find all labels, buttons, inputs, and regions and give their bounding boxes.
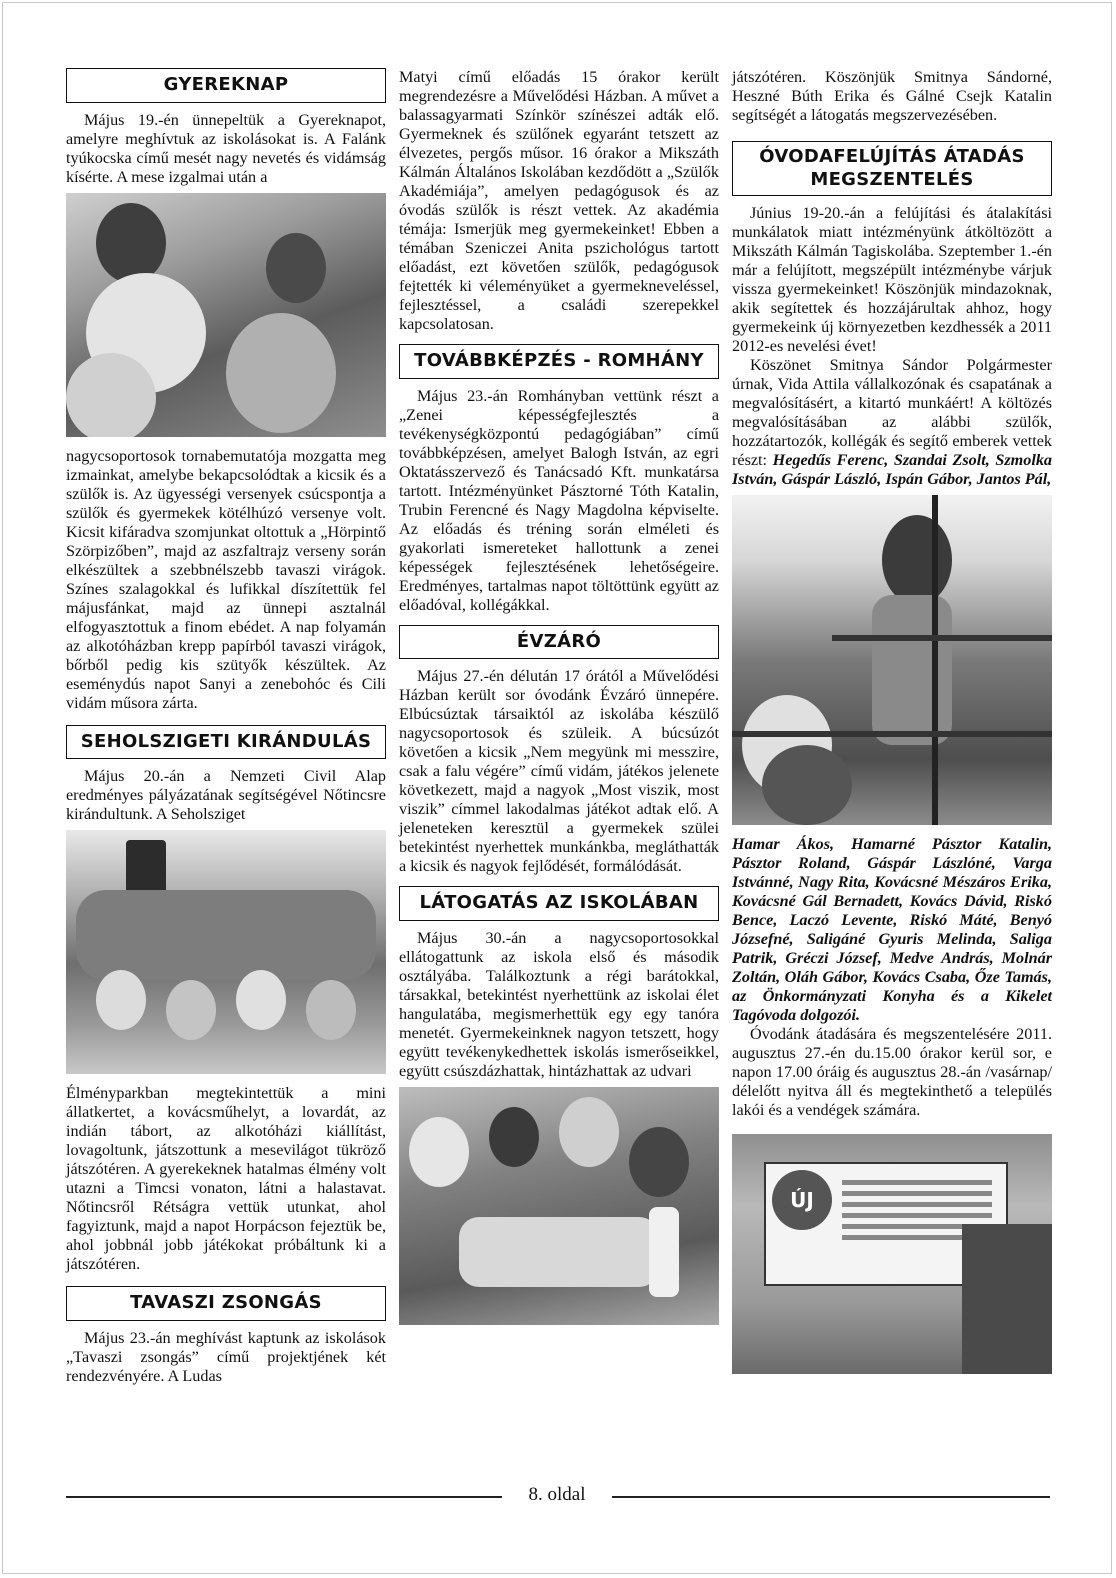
footer-rule-right bbox=[612, 1496, 1050, 1498]
ovoda-names-2: Hamar Ákos, Hamarné Pásztor Katalin, Pásztor Roland, Gáspár Lászlóné, Varga Istvánné, Nagy Rita, Kovácsné Mészáros Erika, Kovácsné Gál Bernadett, Kovács Dávid, Riskó Bence, Laczó Levente, Riskó Máté, Benyó Józsefné, Saligáné Gyuris Melinda, Saliga Patrik, Gréczi József, Medve András, Molnár Zoltán, Oláh Gábor, Kovács Csaba, Őze Tamás, az Önkormányzati Konyha és a Kikelet Tagóvoda dolgozói. bbox=[732, 835, 1052, 1024]
column-3 bbox=[732, 68, 1052, 1384]
ovoda-paragraph-2-text: Köszönet Smitnya Sándor Polgármester úrnak, Vida Attila vállalkozónak és csapatának a megvalósításért, a kitartó munkáért! A költözés megvalósításában az alábbi szülők, hozzátartozók, kollégák és segítő emberek vettek részt: bbox=[732, 356, 1052, 469]
evzaro-paragraph-1: Május 27.-én délután 17 órától a Művelődési Házban került sor óvodánk Évzáró ünnepére. Elbúcsúztak társaiktól az iskolába készülő nagycsoportosok és szüleik. A búcsúzót követően a kicsik „Nem megyünk mi messzire, csak a falu végére” című vidám, játékos jelenete következett, majd a nagyok „Most viszik, most viszik” címmel lakodalmas játékot adtak elő. A jeleneteken keresztül a gyermekek szülei betekintést nyerhettek munkánkba, megláthatták a kicsik és nagyok fejlődését, formálódását. bbox=[399, 667, 719, 875]
heading-tavaszi: TAVASZI ZSONGÁS bbox=[66, 1286, 386, 1321]
heading-gyereknap: GYEREKNAP bbox=[66, 68, 386, 103]
heading-ovodafelujitas-line-1: ÓVODAFELÚJÍTÁS ÁTADÁS bbox=[759, 146, 1025, 167]
heading-tovabbkepzes: TOVÁBBKÉPZÉS - ROMHÁNY bbox=[399, 344, 719, 379]
ovoda-paragraph-3: Óvodánk átadására és megszentelésére 2011. augusztus 27.-én du.15.00 órakor kerül sor, e napon 17.00 óráig és augusztus 28.-án /vasárnap/ délelőtt nyitva áll és megtekinthető a település lakói és a vendégek számára. bbox=[732, 1025, 1052, 1119]
seholsziget-paragraph-1: Május 20.-án a Nemzeti Civil Alap eredményes pályázatának segítségével Nőtincsre kirándultunk. A Seholsziget bbox=[66, 767, 386, 823]
ovoda-paragraph-1: Június 19-20.-án a felújítási és átalakítási munkálatok miatt intézményünk átköltözött a Mikszáth Kálmán Tagiskolába. Szeptember 1.-én már a felújított, megszépült intézménybe várjuk vissza gyermekeinket! Köszönjük mindazoknak, akik segítettek és hozzájárultak ahhoz, hogy gyermekeink új környezetben kezdhessék a 2011 2012-es nevelési évet! bbox=[732, 204, 1052, 355]
column-1 bbox=[66, 68, 386, 1386]
column-2 bbox=[399, 68, 719, 1335]
gyereknap-paragraph-2: nagycsoportosok tornabemutatója mozgatta meg izmainkat, amelybe bekapcsolódtak a kicsik és a szülők is. Az ügyességi versenyek csúcspontja a szülők és gyermekek kötélhúzó versenye volt. Kicsit kifáradva szomjunkat oltottuk a „Hörpintő Szörpizőben”, majd az aszfaltrajz verseny során elkészültek a szebbnélszebb tavaszi virágok. Színes szalagokkal és lufikkal díszítettük fel májusfánkat, majd az ünnepi asztalnál elfogyasztottuk a finom ebédet. A nap folyamán az alkotóházban krepp papírból tavaszi virágok, bőrből pedig kis szütyők készültek. Az eseménydús napot Sanyi a zenebohóc és Cili vidám műsora zárta. bbox=[66, 446, 386, 712]
tavaszi-paragraph-2: Matyi című előadás 15 órakor került megrendezésre a Művelődési Házban. A művet a balassagyarmati Színkör színészei adták elő. Gyermeknek és szülőnek egyaránt tetszett az élvezetes, pergős műsor. 16 órakor a Mikszáth Kálmán Általános Iskolában kezdődött a „Szülők Akadémiája”, amelyen pedagógusok és az óvodás szülők is részt vettek. Az akadémia témája: Ismerjük meg gyermekeinket! Ebben a témában Szeniczei Anita pszichológus tartott előadást, ezt követően szülők, pedagógusok fejtették ki véleményüket a gyermekneveléssel, fejlesztéssel, a családi szerepekkel kapcsolatosan. bbox=[399, 68, 719, 333]
footer-rule-left bbox=[66, 1496, 502, 1498]
heading-evzaro: ÉVZÁRÓ bbox=[399, 625, 719, 660]
ovoda-paragraph-2 bbox=[732, 356, 1052, 489]
latogatas-photo bbox=[399, 1087, 719, 1325]
page-number: 8. oldal bbox=[528, 1484, 586, 1505]
seholsziget-paragraph-2: Élményparkban megtekintettük a mini állatkertet, a kovácsműhelyt, a lovardát, az indián tábort, az alkotóházi kiállítást, lovagoltunk, játszottunk a mesevilágot tükröző játszótéren. A gyerekeknek hatalmas élmény volt utazni a Timcsi vonaton, látni a halastavat. Nőtincsről Rétságra vettük utunkat, ahol fagyiztunk, majd a napot Horpácson fejeztük be, ahol jobbnál jobb játékokat próbáltunk ki a játszótéren. bbox=[66, 1084, 386, 1273]
ovoda-scaffold-photo bbox=[732, 495, 1052, 825]
gyereknap-photo bbox=[66, 193, 386, 437]
ovoda-names-1: Hegedűs Ferenc, Szandai Zsolt, Szmolka István, Gáspár László, Ispán Gábor, Jantos Pál, bbox=[732, 451, 1053, 488]
seholsziget-photo bbox=[66, 830, 386, 1074]
latogatas-paragraph-2: játszótéren. Köszönjük Smitnya Sándorné, Heszné Búth Erika és Gálné Csejk Katalin segítségét a látogatás megszervezésében. bbox=[732, 68, 1052, 124]
heading-seholsziget: SEHOLSZIGETI KIRÁNDULÁS bbox=[66, 725, 386, 760]
uj-logo: ÚJ bbox=[772, 1170, 832, 1230]
heading-latogatas: LÁTOGATÁS AZ ISKOLÁBAN bbox=[399, 886, 719, 921]
tavaszi-paragraph-1: Május 23.-án meghívást kaptunk az iskolások „Tavaszi zsongás” című projektjének két rendezvényére. A Ludas bbox=[66, 1328, 386, 1385]
tovabbkepzes-paragraph-1: Május 23.-án Romhányban vettünk részt a „Zenei képességfejlesztés a tevékenységközpontú pedagógiában” című továbbképzésen, amelyet Balogh István, az egri Oktatásszervező és Tanácsadó Kft. munkatársa tartott. Intézményünket Pásztorné Tóth Katalin, Trubin Ferencné és Nagy Magdolna képviselte. Az előadás és tréning során elméleti és gyakorlati ismereteket hallottunk a zenei képességek fejlesztésének lehetőségeire. Eredményes, tartalmas napot töltöttünk együtt az előadóval, kollégákkal. bbox=[399, 386, 719, 614]
sign-photo bbox=[732, 1134, 1052, 1374]
heading-ovodafelujitas bbox=[732, 141, 1052, 196]
latogatas-paragraph-1: Május 30.-án a nagycsoportosokkal ellátogattunk az iskola első és második osztályába. Találkoztunk a régi barátokkal, társakkal, betekintést nyerhettünk az iskolai élet hangulatába, megismerhettük egy egy tanóra menetét. Gyermekeinknek nagyon tetszett, hogy együtt tevékenykedhettek iskolás ismerőseikkel, együtt csúszdázhattak, hintázhattak az udvari bbox=[399, 928, 719, 1080]
gyereknap-paragraph-1: Május 19.-én ünnepeltük a Gyereknapot, amelyre meghívtuk az iskolásokat is. A Falánk tyúkocska című mesét nagy nevetés és vidámság kísérte. A mese izgalmai után a bbox=[66, 110, 386, 186]
heading-ovodafelujitas-line-2: MEGSZENTELÉS bbox=[810, 168, 974, 190]
